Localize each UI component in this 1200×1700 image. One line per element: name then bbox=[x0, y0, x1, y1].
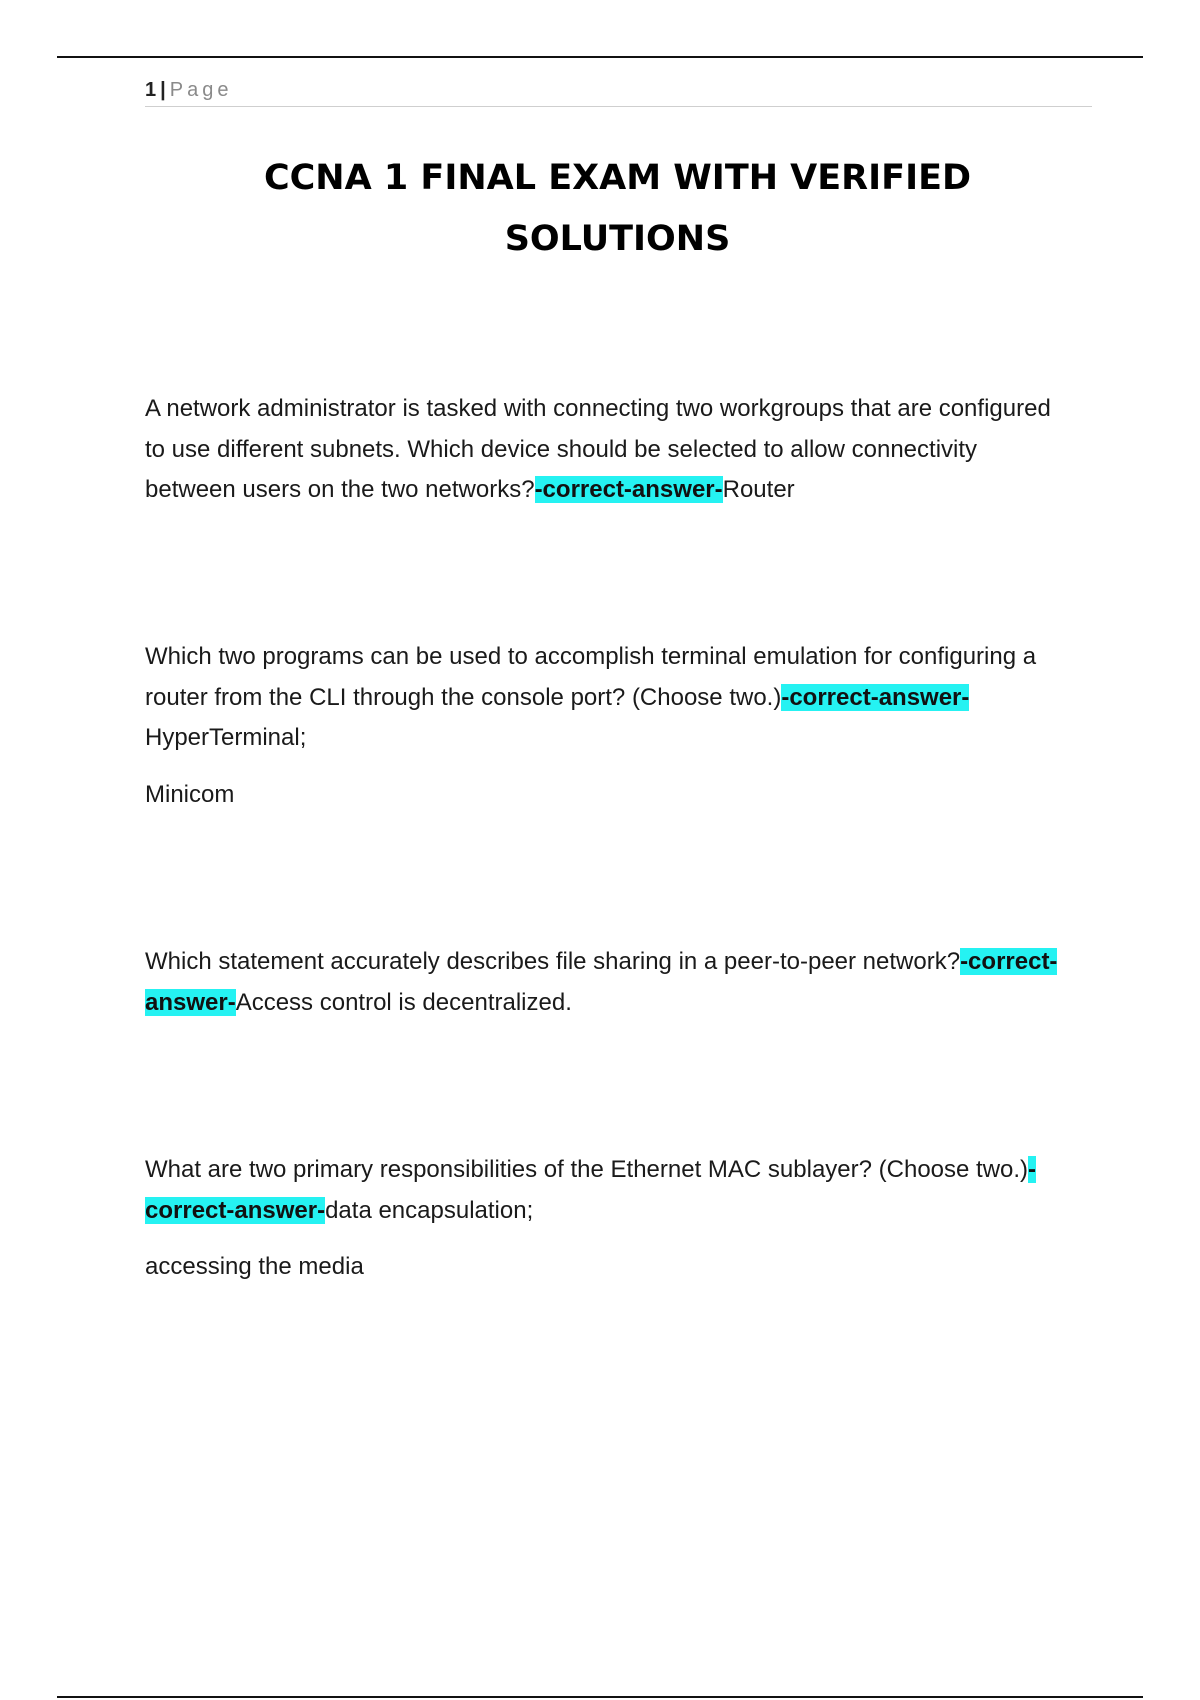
question-text: Which statement accurately describes file sharing in a peer-to-peer network? bbox=[145, 948, 961, 975]
answer-marker: -correct-answer- bbox=[781, 683, 970, 711]
qa-paragraph bbox=[145, 637, 1065, 759]
question-text: What are two primary responsibilities of the Ethernet MAC sublayer? (Choose two.) bbox=[145, 1156, 1029, 1183]
top-rule bbox=[57, 56, 1143, 58]
answer-text: Router bbox=[722, 476, 795, 503]
qa-paragraph bbox=[145, 942, 1065, 1023]
question-text: Which two programs can be used to accomplish terminal emulation for configuring a router from the CLI through the console port? (Choose two.) bbox=[145, 643, 1037, 711]
qa-item bbox=[145, 942, 1065, 1023]
qa-item bbox=[145, 1150, 1065, 1288]
qa-item bbox=[145, 637, 1065, 815]
answer-text: HyperTerminal; bbox=[145, 724, 307, 751]
page-number: 1 bbox=[145, 79, 157, 101]
answer-marker: -correct-answer- bbox=[534, 476, 723, 503]
answer-continuation: Minicom bbox=[145, 780, 235, 808]
bottom-rule bbox=[57, 1696, 1143, 1698]
page-header bbox=[145, 76, 1092, 107]
question-text: A network administrator is tasked with connecting two workgroups that are configured to use different subnets. Which device should be selected to allow connectivity between users on the two networks? bbox=[145, 395, 1051, 503]
answer-marker: -correct-answer- bbox=[145, 1156, 1037, 1224]
page-separator: | bbox=[160, 79, 166, 101]
answer-continuation: accessing the media bbox=[145, 1253, 364, 1280]
document-title: CCNA 1 FINAL EXAM WITH VERIFIED SOLUTIONS bbox=[263, 158, 972, 259]
answer-text: data encapsulation; bbox=[325, 1196, 534, 1224]
qa-paragraph bbox=[145, 1150, 1065, 1231]
qa-paragraph bbox=[145, 389, 1065, 511]
page-label: Page bbox=[169, 79, 233, 101]
qa-item bbox=[145, 389, 1065, 511]
answer-text: Access control is decentralized. bbox=[235, 988, 572, 1016]
answer-marker: -correct-answer- bbox=[145, 948, 1058, 1016]
